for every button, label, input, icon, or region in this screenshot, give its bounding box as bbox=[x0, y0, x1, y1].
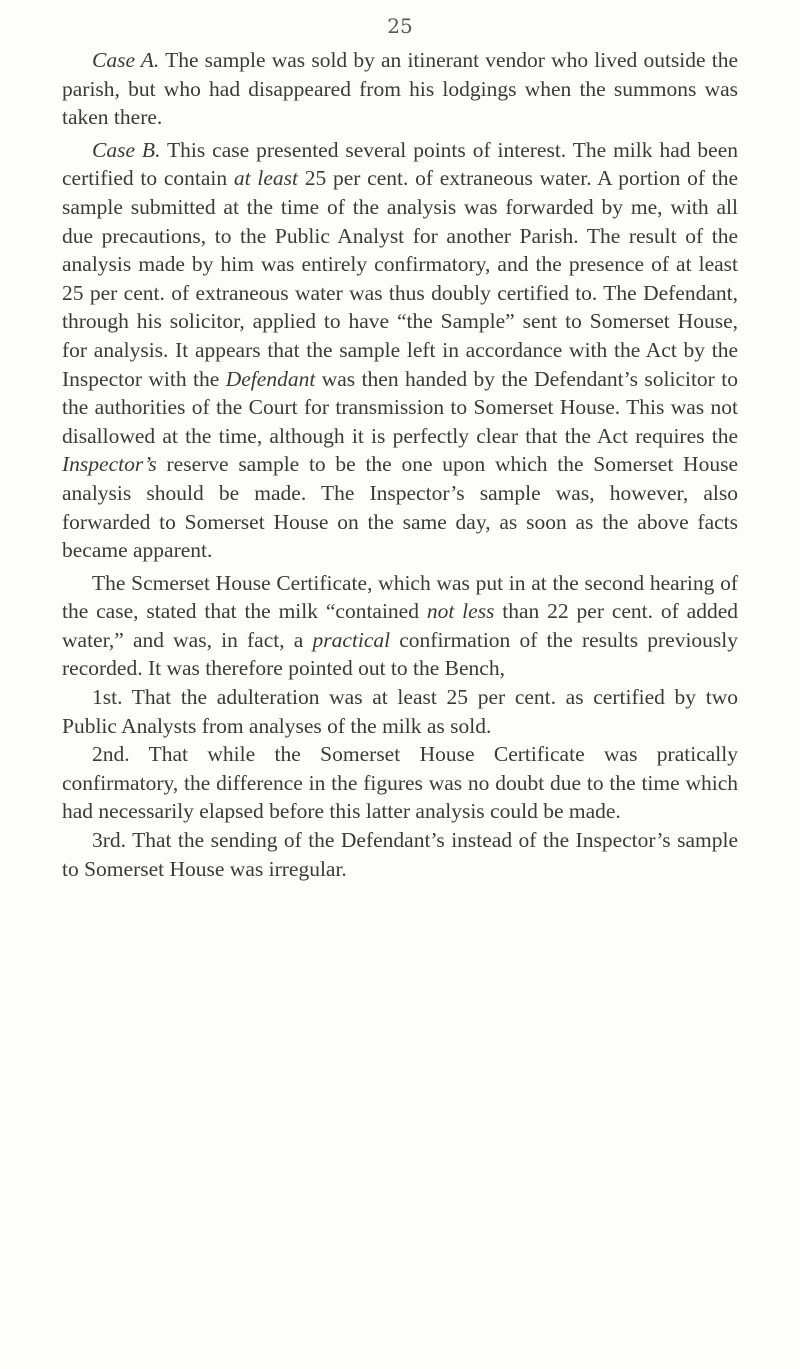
certificate-text-1: The Scmerset House Certificate, which was put in at the second hearing of the case, stated that the milk “contained bbox=[62, 570, 738, 624]
certificate-text-2: than 22 per cent. of added water,” and was, in fact, a bbox=[62, 599, 738, 652]
body-text bbox=[62, 46, 738, 883]
paragraph-certificate bbox=[62, 569, 738, 683]
paragraph-point-2: 2nd. That while the Somerset House Certificate was pratically confirmatory, the difference in the figures was no doubt due to the time which had necessarily elapsed before this latter analysis could be made. bbox=[62, 742, 738, 824]
page-number: 25 bbox=[387, 14, 413, 38]
paragraph-point-3: 3rd. That the sending of the Defendant’s instead of the Inspector’s sample to Somerset House was irregular. bbox=[62, 828, 738, 881]
case-b-text-4: reserve sample to be the one upon which the Somerset House analysis should be made. The Inspector’s sample was, however, also forwarded to Somerset House on the same day, as soon as the above facts became apparent. bbox=[62, 452, 738, 563]
paragraph-case-a bbox=[62, 46, 738, 132]
case-a-label: Case A. bbox=[92, 48, 160, 72]
case-a-text: The sample was sold by an itinerant vendor who lived outside the parish, but who had disappeared from his lodgings when the summons was taken there. bbox=[62, 48, 738, 130]
case-b-label: Case B. bbox=[92, 137, 161, 162]
case-b-text-3: was then handed by the Defendant’s solicitor to the authorities of the Court for transmission to Somerset House. This was not disallowed at the time, although it is perfectly clear that the Act requires the bbox=[62, 366, 738, 448]
certificate-emphasis-not-less: not less bbox=[426, 599, 495, 624]
certificate-emphasis-practical: practical bbox=[312, 627, 391, 652]
paragraph-case-b bbox=[62, 136, 738, 565]
case-b-emphasis-at-least: at least bbox=[233, 166, 298, 191]
paragraph-point-1: 1st. That the adulteration was at least 25 per cent. as certified by two Public Analysts from analyses of the milk as sold. bbox=[62, 685, 738, 738]
case-b-emphasis-defendant: Defendant bbox=[225, 366, 316, 391]
case-b-emphasis-inspectors: Inspector’s bbox=[62, 452, 157, 477]
case-b-text-1: This case presented several points of interest. The milk had been certified to contain bbox=[62, 137, 738, 191]
case-b-text-2: 25 per cent. of extraneous water. A portion of the sample submitted at the time of the analysis was forwarded by me, with all due precautions, to the Public Analyst for another Parish. The result of the analysis made by him was entirely confirmatory, and the presence of at least 25 per cent. of extraneous water was thus doubly certified to. The Defendant, through his solicitor, applied to have “the Sample” sent to Somerset House, for analysis. It appears that the sample left in accordance with the Act by the Inspector with the bbox=[62, 166, 739, 391]
certificate-text-3: confirmation of the results previously recorded. It was therefore pointed out to the Bench, bbox=[62, 627, 739, 681]
